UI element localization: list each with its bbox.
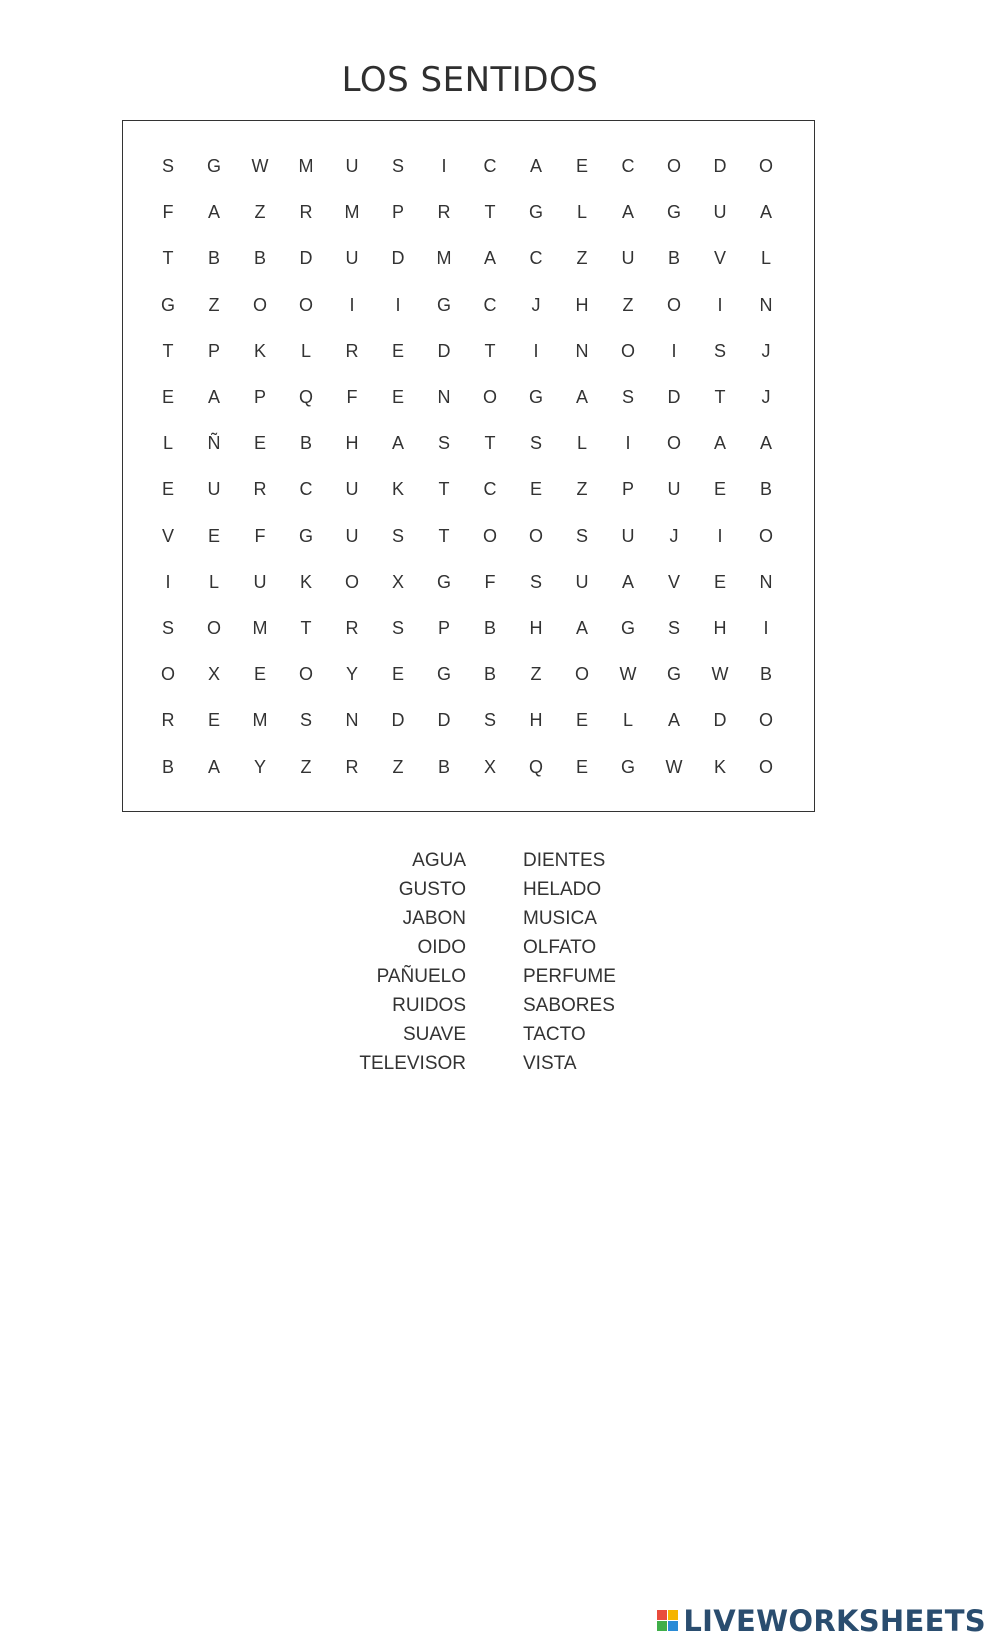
grid-cell: L bbox=[760, 248, 771, 269]
grid-cell: U bbox=[345, 156, 359, 176]
grid-cell: O bbox=[482, 525, 497, 546]
grid-cell: L bbox=[162, 433, 173, 454]
grid-cell: E bbox=[713, 479, 726, 500]
grid-cell: V bbox=[667, 571, 680, 592]
grid-cell: D bbox=[713, 156, 727, 176]
grid-cell: D bbox=[299, 248, 313, 269]
grid-cell: N bbox=[759, 294, 773, 315]
grid-cell: D bbox=[391, 710, 405, 731]
grid-cell: J bbox=[531, 294, 541, 315]
grid-cell: T bbox=[300, 618, 312, 638]
grid-cell: L bbox=[300, 340, 311, 361]
grid-cell: O bbox=[620, 340, 635, 361]
grid-cell: P bbox=[621, 479, 634, 500]
grid-cell: P bbox=[391, 202, 404, 223]
grid-cell: A bbox=[575, 618, 588, 638]
grid-cell: D bbox=[713, 710, 727, 731]
grid-cell: R bbox=[345, 618, 359, 638]
grid-cell: O bbox=[528, 525, 543, 546]
grid-cell: K bbox=[713, 756, 726, 777]
grid-cell: L bbox=[576, 202, 587, 223]
grid-cell: O bbox=[574, 664, 589, 685]
grid-cell: K bbox=[299, 571, 312, 592]
grid-cell: S bbox=[391, 156, 404, 176]
grid-cell: I bbox=[395, 294, 401, 315]
word-item: JABON bbox=[402, 908, 466, 929]
grid-cell: G bbox=[160, 294, 175, 315]
grid-cell: O bbox=[666, 433, 681, 454]
grid-cell: S bbox=[529, 433, 542, 454]
word-item: MUSICA bbox=[523, 908, 597, 929]
grid-cell: I bbox=[763, 618, 769, 638]
grid-cell: E bbox=[575, 756, 588, 777]
grid-cell: G bbox=[666, 202, 681, 223]
grid-cell: O bbox=[758, 156, 773, 176]
grid-cell: V bbox=[713, 248, 726, 269]
grid-cell: R bbox=[437, 202, 451, 223]
grid-cell: A bbox=[759, 202, 772, 223]
grid-cell: A bbox=[621, 202, 634, 223]
grid-cell: H bbox=[575, 294, 589, 315]
grid-cell: L bbox=[622, 710, 633, 731]
grid-cell: C bbox=[299, 479, 313, 500]
word-list-left-column bbox=[300, 850, 466, 1090]
grid-cell: U bbox=[345, 248, 359, 269]
grid-cell: G bbox=[666, 664, 681, 685]
grid-cell: Z bbox=[392, 756, 404, 777]
word-item: VISTA bbox=[523, 1053, 577, 1074]
grid-cell: Z bbox=[576, 479, 588, 500]
grid-cell: A bbox=[759, 433, 772, 454]
word-item: RUIDOS bbox=[392, 995, 466, 1016]
grid-cell: A bbox=[207, 387, 220, 407]
grid-cell: S bbox=[161, 156, 174, 176]
grid-cell: U bbox=[575, 571, 589, 592]
grid-cell: G bbox=[436, 664, 451, 685]
grid-cell: T bbox=[484, 202, 496, 223]
grid-cell: L bbox=[576, 433, 587, 454]
grid-cell: J bbox=[761, 340, 771, 361]
word-item: OLFATO bbox=[523, 937, 597, 958]
grid-cell: Z bbox=[300, 756, 312, 777]
grid-cell: I bbox=[349, 294, 355, 315]
grid-cell: G bbox=[528, 202, 543, 223]
word-item: OIDO bbox=[417, 937, 466, 958]
grid-cell: X bbox=[207, 664, 220, 685]
word-item: GUSTO bbox=[398, 879, 466, 900]
grid-cell: O bbox=[758, 710, 773, 731]
grid-cell: O bbox=[666, 156, 681, 176]
grid-cell: U bbox=[713, 202, 727, 223]
grid-cell: F bbox=[484, 571, 496, 592]
word-item: SUAVE bbox=[402, 1024, 466, 1045]
grid-cell: E bbox=[529, 479, 542, 500]
grid-cell: U bbox=[253, 571, 267, 592]
page-title: LOS SENTIDOS bbox=[341, 60, 599, 100]
grid-cell: O bbox=[298, 294, 313, 315]
grid-cell: S bbox=[667, 618, 680, 638]
grid-cell: Q bbox=[528, 756, 543, 777]
word-item: PERFUME bbox=[523, 966, 616, 987]
grid-cell: T bbox=[438, 525, 450, 546]
grid-cell: U bbox=[621, 525, 635, 546]
grid-cell: I bbox=[717, 294, 723, 315]
grid-cell: U bbox=[207, 479, 221, 500]
grid-cell: A bbox=[621, 571, 634, 592]
grid-cell: A bbox=[667, 710, 680, 731]
grid-cell: B bbox=[299, 433, 312, 454]
grid-cell: T bbox=[484, 340, 496, 361]
grid-cell: E bbox=[253, 433, 266, 454]
grid-cell: C bbox=[529, 248, 543, 269]
grid-cell: O bbox=[160, 664, 175, 685]
grid-cell: D bbox=[667, 387, 681, 407]
grid-cell: E bbox=[253, 664, 266, 685]
grid-cell: M bbox=[298, 156, 314, 176]
grid-cell: V bbox=[161, 525, 174, 546]
grid-cell: A bbox=[713, 433, 726, 454]
grid-cell: Y bbox=[345, 664, 358, 685]
grid-cell: E bbox=[575, 156, 588, 176]
grid-cell: E bbox=[391, 664, 404, 685]
grid-cell: W bbox=[619, 664, 637, 685]
grid-cell: D bbox=[437, 710, 451, 731]
grid-cell: Ñ bbox=[207, 433, 221, 454]
grid-cell: T bbox=[714, 387, 726, 407]
word-item: TACTO bbox=[523, 1024, 586, 1045]
grid-cell: C bbox=[483, 294, 497, 315]
grid-cell: Z bbox=[208, 294, 220, 315]
grid-cell: B bbox=[667, 248, 680, 269]
grid-cell: K bbox=[253, 340, 266, 361]
grid-cell: O bbox=[252, 294, 267, 315]
grid-cell: B bbox=[483, 664, 496, 685]
grid-cell: G bbox=[436, 294, 451, 315]
grid-cell: T bbox=[484, 433, 496, 454]
grid-cell: E bbox=[713, 571, 726, 592]
grid-cell: A bbox=[483, 248, 496, 269]
grid-cell: S bbox=[529, 571, 542, 592]
grid-cell: H bbox=[529, 710, 543, 731]
grid-cell: T bbox=[162, 340, 174, 361]
grid-cell: O bbox=[344, 571, 359, 592]
grid-cell: S bbox=[713, 340, 726, 361]
grid-cell: Z bbox=[576, 248, 588, 269]
word-item: TELEVISOR bbox=[359, 1053, 466, 1074]
grid-cell: J bbox=[669, 525, 679, 546]
grid-cell: N bbox=[759, 571, 773, 592]
grid-cell: B bbox=[759, 664, 772, 685]
grid-cell: S bbox=[391, 525, 404, 546]
grid-cell: W bbox=[251, 156, 269, 176]
grid-cell: E bbox=[161, 387, 174, 407]
word-search-grid bbox=[122, 120, 815, 812]
grid-cell: A bbox=[207, 202, 220, 223]
grid-cell: C bbox=[483, 156, 497, 176]
grid-cell: H bbox=[529, 618, 543, 638]
grid-cell: P bbox=[207, 340, 220, 361]
grid-cell: G bbox=[298, 525, 313, 546]
grid-cell: E bbox=[575, 710, 588, 731]
word-item: SABORES bbox=[523, 995, 615, 1016]
grid-cell: R bbox=[299, 202, 313, 223]
grid-cell: X bbox=[483, 756, 496, 777]
grid-cell: I bbox=[533, 340, 539, 361]
grid-cell: S bbox=[621, 387, 634, 407]
grid-cell: B bbox=[483, 618, 496, 638]
grid-cell: O bbox=[482, 387, 497, 407]
grid-cell: I bbox=[625, 433, 631, 454]
grid-cell: D bbox=[391, 248, 405, 269]
grid-cell: U bbox=[621, 248, 635, 269]
grid-cell: E bbox=[391, 340, 404, 361]
grid-cell: H bbox=[713, 618, 727, 638]
grid-cell: F bbox=[346, 387, 358, 407]
grid-cell: S bbox=[161, 618, 174, 638]
grid-cell: O bbox=[758, 525, 773, 546]
grid-cell: M bbox=[344, 202, 360, 223]
grid-cell: B bbox=[253, 248, 266, 269]
grid-cell: E bbox=[207, 710, 220, 731]
grid-cell: B bbox=[759, 479, 772, 500]
grid-cell: G bbox=[528, 387, 543, 407]
grid-cell: F bbox=[162, 202, 174, 223]
grid-cell: W bbox=[665, 756, 683, 777]
grid-cell: Z bbox=[622, 294, 634, 315]
grid-cell: A bbox=[575, 387, 588, 407]
grid-cell: E bbox=[161, 479, 174, 500]
grid-cell: R bbox=[253, 479, 267, 500]
grid-cell: E bbox=[391, 387, 404, 407]
grid-cell: B bbox=[161, 756, 174, 777]
grid-cell: G bbox=[620, 618, 635, 638]
grid-cell: R bbox=[345, 756, 359, 777]
grid-cell: S bbox=[437, 433, 450, 454]
grid-cell: P bbox=[437, 618, 450, 638]
grid-cell: G bbox=[206, 156, 221, 176]
word-item: AGUA bbox=[412, 850, 466, 871]
grid-cell: W bbox=[711, 664, 729, 685]
grid-cell: A bbox=[529, 156, 542, 176]
word-list-right-column bbox=[523, 850, 723, 1090]
grid-cell: M bbox=[252, 710, 268, 731]
grid-cell: O bbox=[206, 618, 221, 638]
grid-cell: M bbox=[252, 618, 268, 638]
grid-cell: A bbox=[207, 756, 220, 777]
grid-cell: B bbox=[207, 248, 220, 269]
grid-cell: S bbox=[483, 710, 496, 731]
grid-cell: N bbox=[345, 710, 359, 731]
grid-cell: G bbox=[436, 571, 451, 592]
grid-cell: O bbox=[666, 294, 681, 315]
grid-cell: I bbox=[165, 571, 171, 592]
grid-cell: N bbox=[575, 340, 589, 361]
brand-name: LIVEWORKSHEETS bbox=[683, 1604, 986, 1638]
grid-cell: O bbox=[758, 756, 773, 777]
grid-cell: U bbox=[345, 525, 359, 546]
grid-cell: F bbox=[254, 525, 266, 546]
grid-cell: I bbox=[441, 156, 447, 176]
liveworksheets-logo-icon bbox=[657, 1610, 679, 1632]
grid-cell: R bbox=[161, 710, 175, 731]
grid-cell: S bbox=[575, 525, 588, 546]
word-item: HELADO bbox=[523, 879, 602, 900]
grid-cell: S bbox=[299, 710, 312, 731]
grid-cell: R bbox=[345, 340, 359, 361]
grid-cell: G bbox=[620, 756, 635, 777]
grid-cell: I bbox=[671, 340, 677, 361]
grid-cell: J bbox=[761, 387, 771, 407]
grid-cell: O bbox=[298, 664, 313, 685]
grid-cell: U bbox=[667, 479, 681, 500]
grid-cell: X bbox=[391, 571, 404, 592]
brand-footer bbox=[657, 1601, 986, 1641]
grid-cell: Y bbox=[253, 756, 266, 777]
grid-cell: A bbox=[391, 433, 404, 454]
grid-cell: T bbox=[162, 248, 174, 269]
grid-cell: K bbox=[391, 479, 404, 500]
grid-cell: C bbox=[621, 156, 635, 176]
grid-cell: N bbox=[437, 387, 451, 407]
grid-cell: D bbox=[437, 340, 451, 361]
grid-cell: E bbox=[207, 525, 220, 546]
grid-cell: L bbox=[208, 571, 219, 592]
word-item: DIENTES bbox=[523, 850, 606, 871]
grid-cell: T bbox=[438, 479, 450, 500]
grid-cell: Z bbox=[530, 664, 542, 685]
grid-cell: P bbox=[253, 387, 266, 407]
grid-cell: C bbox=[483, 479, 497, 500]
grid-cell: B bbox=[437, 756, 450, 777]
grid-cell: S bbox=[391, 618, 404, 638]
grid-cell: Z bbox=[254, 202, 266, 223]
grid-cell: I bbox=[717, 525, 723, 546]
grid-cell: H bbox=[345, 433, 359, 454]
grid-cell: M bbox=[436, 248, 452, 269]
word-list bbox=[0, 850, 1000, 1090]
word-item: PAÑUELO bbox=[376, 966, 466, 987]
grid-cell: Q bbox=[298, 387, 313, 407]
grid-cell: U bbox=[345, 479, 359, 500]
